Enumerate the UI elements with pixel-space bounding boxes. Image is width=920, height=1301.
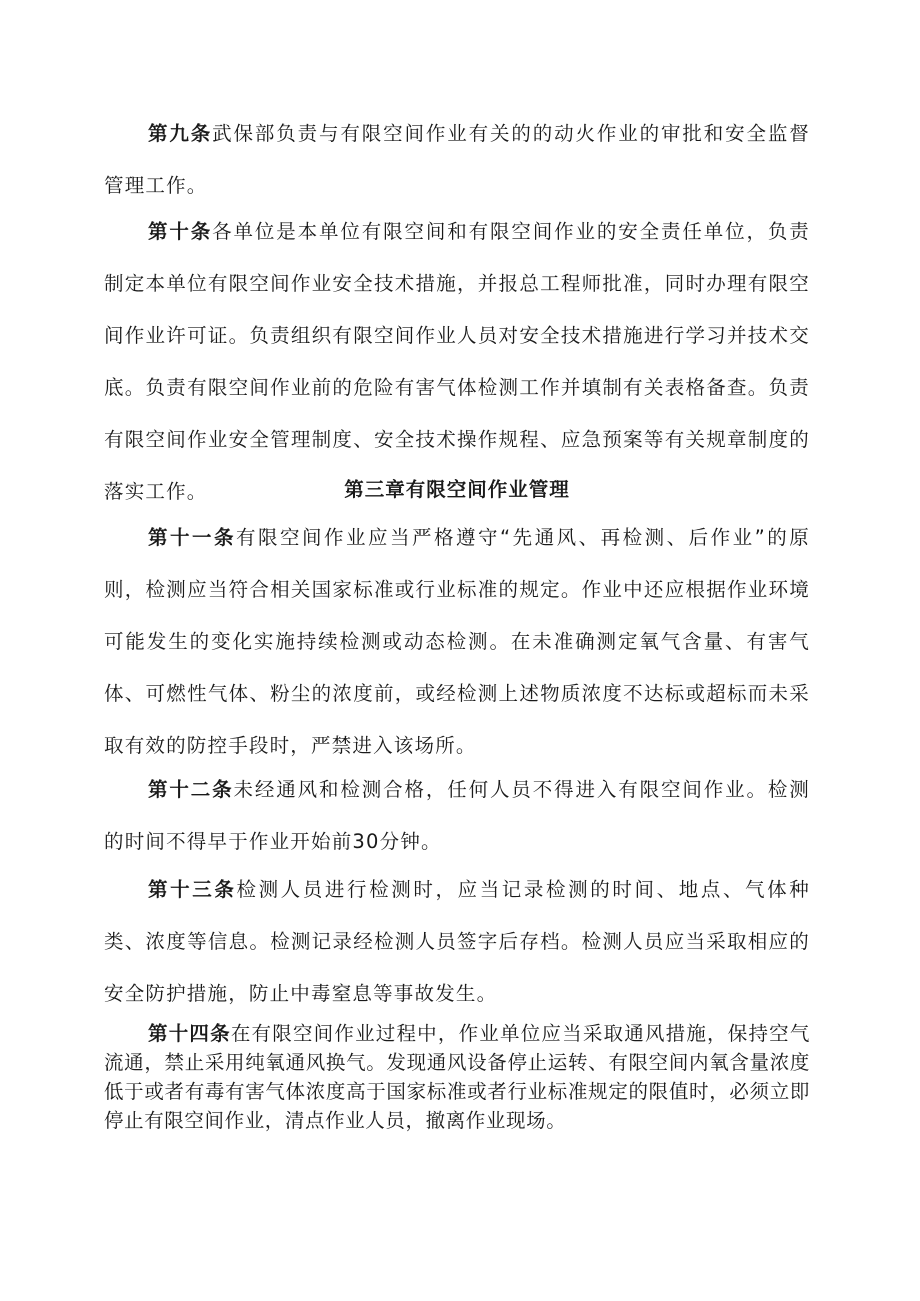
article-text: 各单位是本单位有限空间和有限空间作业的安全责任单位，负责制定本单位有限空间作业安全技术措施，并报总工程师批准，同时办理有限空间作业许可证。负责组织有限空间作业人员对安全技术措施进行学习并技术交底。负责有限空间作业前的危险有害气体检测工作并填制有关表格备查。负责有限空间作业安全管理制度、安全技术操作规程、应急预案等有关规章制度的落实工作。 [104, 220, 810, 503]
article-12 [104, 764, 810, 868]
article-label: 第十一条 [148, 526, 237, 549]
article-13 [104, 864, 810, 1020]
article-label: 第十三条 [148, 878, 237, 901]
chapter-title: 第三章有限空间作业管理 [344, 478, 570, 501]
article-text: 武保部负责与有限空间作业有关的的动火作业的审批和安全监督管理工作。 [104, 122, 810, 197]
article-label: 第十二条 [148, 778, 234, 801]
article-label: 第十四条 [148, 1022, 231, 1045]
article-11 [104, 512, 810, 772]
article-14 [104, 1019, 810, 1135]
article-text: 有限空间作业应当严格遵守“先通风、再检测、后作业”的原则，检测应当符合相关国家标准或行业标准的规定。作业中还应根据作业环境可能发生的变化实施持续检测或动态检测。在未准确测定氧气含量、有害气体、可燃性气体、粉尘的浓度前，或经检测上述物质浓度不达标或超标而未采取有效的防控手段时，严禁进入该场所。 [104, 526, 810, 757]
article-9 [104, 108, 810, 212]
article-text: 未经通风和检测合格，任何人员不得进入有限空间作业。检测的时间不得早于作业开始前30分钟。 [104, 778, 810, 853]
article-text: 检测人员进行检测时，应当记录检测的时间、地点、气体种类、浓度等信息。检测记录经检测人员签字后存档。检测人员应当采取相应的安全防护措施，防止中毒窒息等事故发生。 [104, 878, 810, 1005]
article-label: 第十条 [148, 220, 213, 243]
article-10 [104, 206, 810, 518]
article-text: 在有限空间作业过程中，作业单位应当采取通风措施，保持空气流通，禁止采用纯氧通风换气。发现通风设备停止运转、有限空间内氧含量浓度低于或者有毒有害气体浓度高于国家标准或者行业标准规定的限值时，必须立即停止有限空间作业，清点作业人员，撤离作业现场。 [104, 1022, 810, 1132]
article-label: 第九条 [148, 122, 213, 145]
